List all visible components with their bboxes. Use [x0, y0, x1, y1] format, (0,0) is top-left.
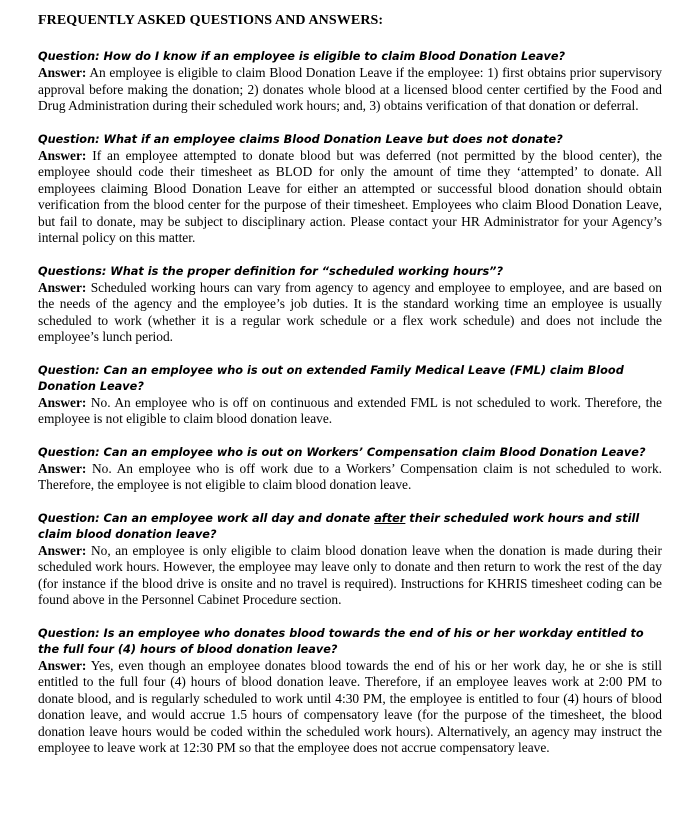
question-text: Question: How do I know if an employee is eligible to claim Blood Donation Leave?	[38, 50, 566, 63]
question-text: Question: What if an employee claims Blood Donation Leave but does not donate?	[38, 132, 563, 146]
answer-paragraph	[38, 280, 662, 346]
question-text: Question: Is an employee who donates blood towards the end of his or her workday entitled to the full four (4) hours of blood donation leave?	[38, 626, 644, 656]
answer-label: Answer:	[38, 147, 87, 163]
answer-text: If an employee attempted to donate blood but was deferred (not permitted by the blood center), the employee should code their timesheet as BLOD for only the amount of time they ‘attempted’ to donate. All employees claiming Blood Donation Leave for either an attempted or successful blood donation should obtain verification from the blood center for the purpose of their timesheet. Employees who claim Blood Donation Leave, but fail to donate, may be subject to disciplinary action. Please contact your HR Administrator for your Agency’s internal policy on this matter.	[38, 147, 662, 245]
answer-text: Yes, even though an employee donates blood towards the end of his or her work day, he or she is still entitled to the full four (4) hours of blood donation leave. Therefore, if an employee leaves work at 2:00 PM to donate blood, and is regularly scheduled to work until 4:30 PM, the employee is entitled to four (4) hours of blood donation leave, and would accrue 1.5 hours of compensatory leave (for the purpose of the timesheet, the blood donation leave hours would be coded within the scheduled work hours). Alternatively, an agency may instruct the employee to leave work at 12:30 PM so that the employee does not accrue compensatory leave.	[38, 657, 662, 755]
answer-text: No, an employee is only eligible to claim blood donation leave when the donation is made during their scheduled work hours. However, the employee may leave only to donate and then return to work the rest of the day (for instance if the blood drive is onsite and no travel is required). Instructions for KHRIS timesheet coding can be found above in the Personnel Cabinet Procedure section.	[38, 542, 662, 607]
answer-text: Scheduled working hours can vary from agency to agency and employee to employee, and are based on the needs of the agency and the employee’s job duties. It is the standard working time an employee is usually scheduled to work (whether it is a regular work schedule or a flex work schedule) and does not include the employee’s lunch period.	[38, 279, 662, 344]
answer-label: Answer:	[38, 394, 87, 410]
faq-item	[38, 626, 662, 757]
answer-paragraph	[38, 148, 662, 247]
question-text-part: their scheduled work hours and still claim blood donation leave?	[38, 511, 640, 541]
answer-text: No. An employee who is off work due to a Workers’ Compensation claim is not scheduled to work. Therefore, the employee is not eligible to claim blood donation leave.	[38, 460, 662, 492]
question-text	[38, 511, 662, 543]
answer-paragraph	[38, 395, 662, 428]
faq-item	[38, 445, 662, 494]
answer-label: Answer:	[38, 65, 87, 80]
faq-item	[38, 511, 662, 609]
answer-label: Answer:	[38, 657, 87, 673]
answer-text: An employee is eligible to claim Blood Donation Leave if the employee: 1) first obtains prior supervisory approval before making the donation; 2) donates whole blood at a licensed blood center certified by the Food and Drug Administration during their scheduled work hours; and, 3) obtains verification of that donation or deferral.	[38, 65, 662, 113]
faq-item	[38, 49, 662, 115]
faq-item	[38, 264, 662, 346]
answer-label: Answer:	[38, 460, 87, 476]
faq-item	[38, 132, 662, 247]
document-title: FREQUENTLY ASKED QUESTIONS AND ANSWERS:	[38, 13, 384, 28]
answer-paragraph	[38, 65, 662, 115]
answer-label: Answer:	[38, 542, 87, 558]
document-page	[38, 12, 662, 774]
question-text-part: Question: Can an employee work all day and donate	[38, 511, 375, 525]
answer-paragraph	[38, 658, 662, 757]
question-text: Question: Can an employee who is out on extended Family Medical Leave (FML) claim Blood Donation Leave?	[38, 363, 624, 393]
question-text: Questions: What is the proper definition for “scheduled working hours”?	[38, 264, 503, 278]
answer-paragraph	[38, 461, 662, 494]
question-text: Question: Can an employee who is out on Workers’ Compensation claim Blood Donation Leave?	[38, 445, 646, 459]
question-emphasis: after	[374, 511, 406, 525]
faq-item	[38, 363, 662, 428]
answer-label: Answer:	[38, 279, 87, 295]
answer-text: No. An employee who is off on continuous and extended FML is not scheduled to work. Therefore, the employee is not eligible to claim blood donation leave.	[38, 394, 662, 426]
answer-paragraph	[38, 543, 662, 609]
